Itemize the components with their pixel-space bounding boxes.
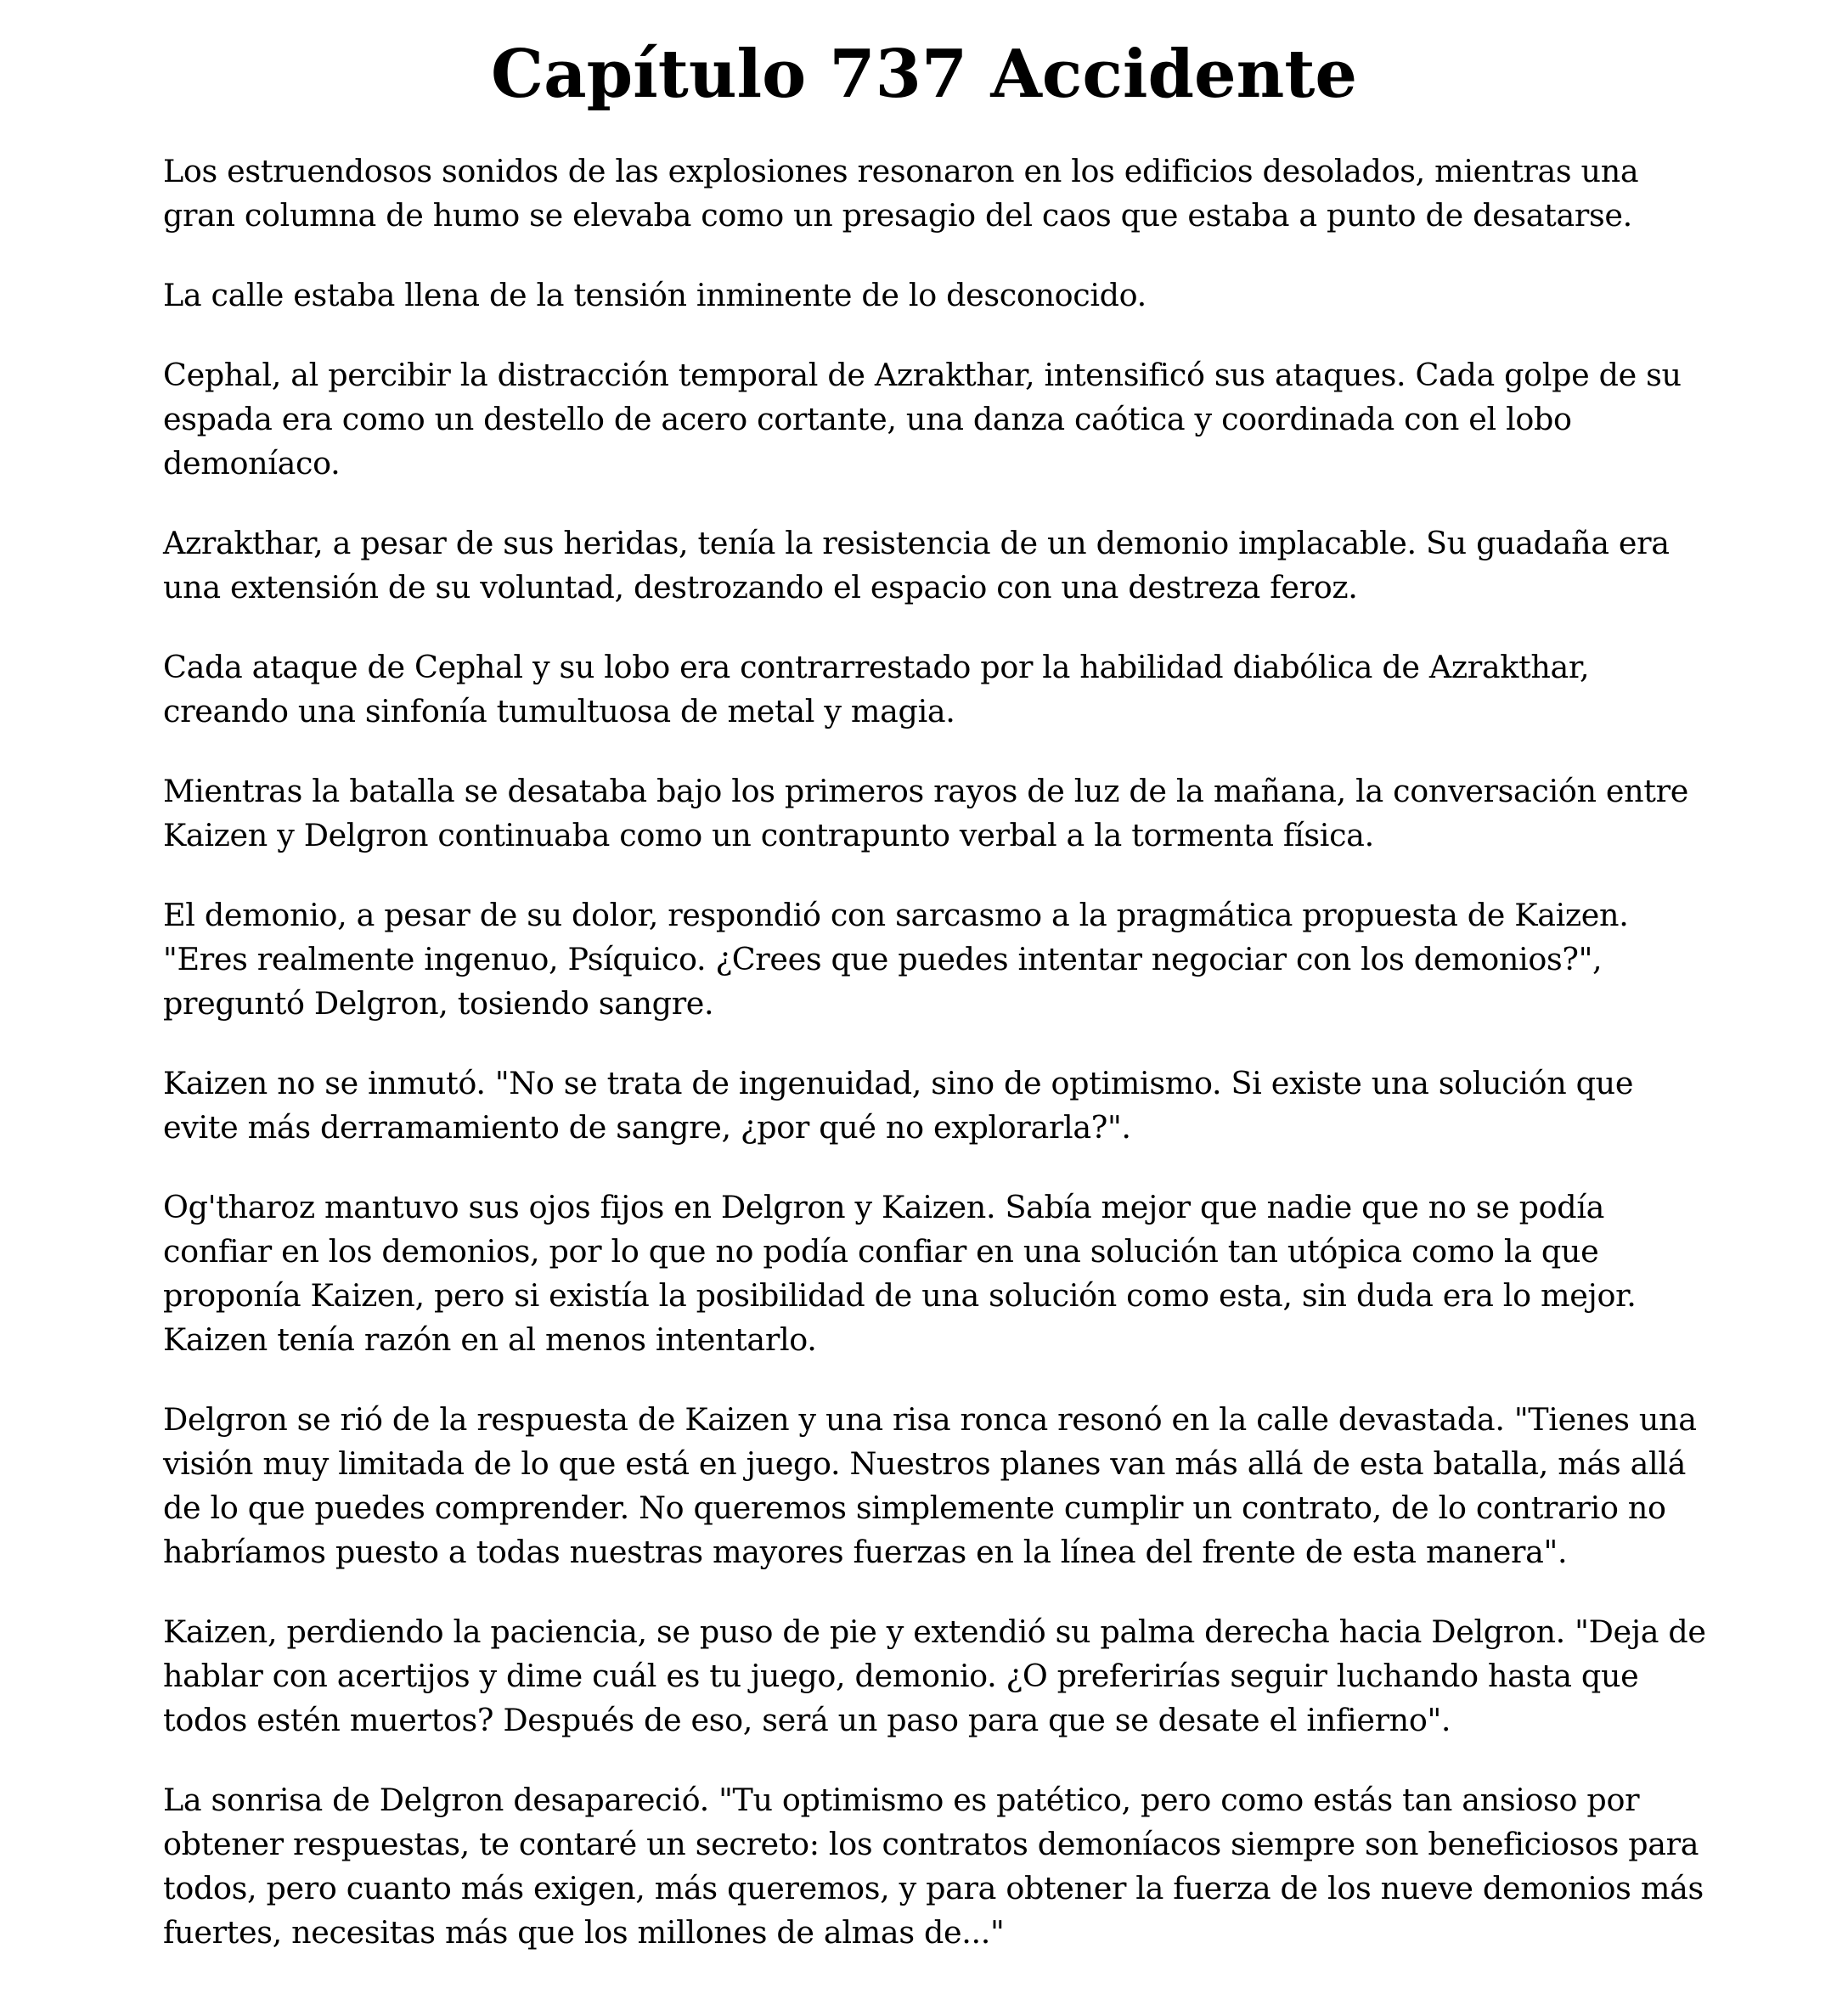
paragraph-11: Kaizen, perdiendo la paciencia, se puso de pie y extendió su palma derecha hacia Delgron. "Deja de hablar con acertijos y dime cuál es tu juego, demonio. ¿O preferirías seguir luchando hasta que todos estén muertos? Después de eso, será un paso para que se desate el infierno". <box>163 1613 1706 1738</box>
paragraph-1: Los estruendosos sonidos de las explosiones resonaron en los edificios desolados, mientras una gran columna de humo se elevaba como un presagio del caos que estaba a punto de desatarse. <box>163 153 1639 234</box>
paragraph-2: La calle estaba llena de la tensión inminente de lo desconocido. <box>163 277 1147 313</box>
paragraph-12: La sonrisa de Delgron desapareció. "Tu optimismo es patético, pero como estás tan ansioso por obtener respuestas, te contaré un secreto: los contratos demoníacos siempre son beneficiosos para todos, pero cuanto más exigen, más queremos, y para obtener la fuerza de los nueve demonios más fuertes, necesitas más que los millones de almas de..." <box>163 1782 1704 1951</box>
paragraph-8: Kaizen no se inmutó. "No se trata de ingenuidad, sino de optimismo. Si existe una solución que evite más derramamiento de sangre, ¿por qué no explorarla?". <box>163 1065 1634 1146</box>
paragraph-7: El demonio, a pesar de su dolor, respondió con sarcasmo a la pragmática propuesta de Kaizen. "Eres realmente ingenuo, Psíquico. ¿Crees que puedes intentar negociar con los demonios?", preguntó Delgron, tosiendo sangre. <box>163 897 1629 1022</box>
paragraph-6: Mientras la batalla se desataba bajo los primeros rayos de luz de la mañana, la conversación entre Kaizen y Delgron continuaba como un contrapunto verbal a la tormenta física. <box>163 773 1688 853</box>
paragraph-10: Delgron se rió de la respuesta de Kaizen y una risa ronca resonó en la calle devastada. "Tienes una visión muy limitada de lo que está en juego. Nuestros planes van más allá de esta batalla, más allá de lo que puedes comprender. No queremos simplemente cumplir un contrato, de lo contrario no habríamos puesto a todas nuestras mayores fuerzas en la línea del frente de esta manera". <box>163 1401 1697 1570</box>
chapter-body <box>163 149 1709 1991</box>
paragraph-3: Cephal, al percibir la distracción temporal de Azrakthar, intensificó sus ataques. Cada golpe de su espada era como un destello de acero cortante, una danza caótica y coordinada con el lobo demoníaco. <box>163 357 1682 481</box>
paragraph-9: Og'tharoz mantuvo sus ojos fijos en Delgron y Kaizen. Sabía mejor que nadie que no se podía confiar en los demonios, por lo que no podía confiar en una solución tan utópica como la que proponía Kaizen, pero si existía la posibilidad de una solución como esta, sin duda era lo mejor. Kaizen tenía razón en al menos intentarlo. <box>163 1189 1637 1358</box>
paragraph-5: Cada ataque de Cephal y su lobo era contrarrestado por la habilidad diabólica de Azrakthar, creando una sinfonía tumultuosa de metal y magia. <box>163 649 1590 729</box>
paragraph-4: Azrakthar, a pesar de sus heridas, tenía la resistencia de un demonio implacable. Su guadaña era una extensión de su voluntad, destrozando el espacio con una destreza feroz. <box>163 525 1670 605</box>
chapter-title: Capítulo 737 Accidente <box>491 36 1357 113</box>
